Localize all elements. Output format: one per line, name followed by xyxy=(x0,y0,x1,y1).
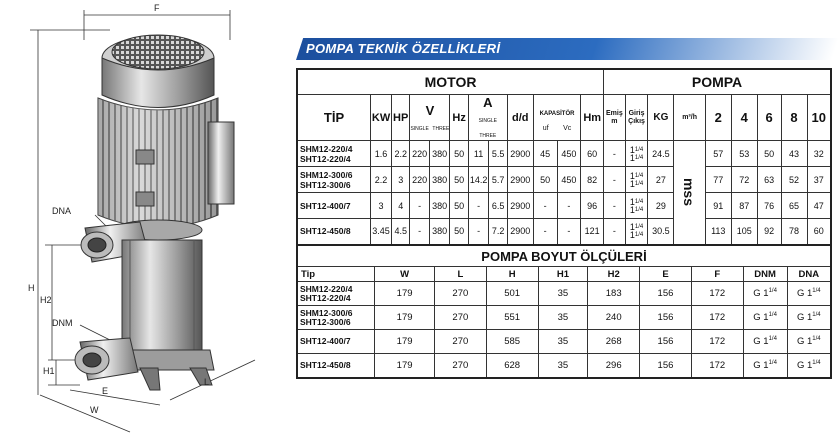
dna-frac: 1/4 xyxy=(812,288,821,294)
kg-cell: 30.5 xyxy=(648,219,674,245)
col-m3h: m³/h xyxy=(674,95,705,141)
dnm-value: G 1 xyxy=(753,312,769,323)
col-dd: d/d xyxy=(507,95,533,141)
cikis-frac: 1/4 xyxy=(634,180,644,187)
hm-cell: 96 xyxy=(581,193,604,219)
dim-l-cell: 270 xyxy=(434,306,486,330)
dd-cell: 2900 xyxy=(507,193,533,219)
dimensions-title: POMPA BOYUT ÖLÇÜLERİ xyxy=(297,245,831,267)
tip-secondary: SHT12-300/6 xyxy=(300,179,351,190)
giris-cell xyxy=(625,219,648,245)
dna-frac: 1/4 xyxy=(812,336,821,342)
q2-cell: 57 xyxy=(705,141,731,167)
q10-cell: 37 xyxy=(807,167,831,193)
dna-frac: 1/4 xyxy=(812,312,821,318)
dim-w-cell: 179 xyxy=(375,282,435,306)
mss-label: mss xyxy=(681,178,698,207)
dim-tip-cell xyxy=(297,330,375,354)
hm-cell: 121 xyxy=(581,219,604,245)
q8-cell: 78 xyxy=(781,219,807,245)
a-single-cell: - xyxy=(468,219,489,245)
col-kap-uf: uf xyxy=(542,124,549,132)
cikis-frac: 1/4 xyxy=(634,206,644,213)
dnm-frac: 1/4 xyxy=(768,336,777,342)
q8-cell: 52 xyxy=(781,167,807,193)
dim-row xyxy=(297,306,831,330)
col-q6: 6 xyxy=(757,95,781,141)
cikis-whole: 1 xyxy=(629,178,635,189)
col-kap-vc: Vc xyxy=(563,124,572,132)
spec-banner xyxy=(296,38,832,60)
dim-col-h: H xyxy=(486,267,538,282)
giris-cell xyxy=(625,141,648,167)
dim-row xyxy=(297,282,831,306)
dim-dnm-cell xyxy=(743,282,787,306)
dim-w-cell: 179 xyxy=(375,306,435,330)
dim-label-f: F xyxy=(154,3,160,13)
dim-label-h: H xyxy=(28,283,35,293)
hp-cell: 3 xyxy=(392,167,410,193)
col-kw: KW xyxy=(371,95,392,141)
col-v-three: THREE xyxy=(432,125,450,132)
dim-dnm-cell xyxy=(743,306,787,330)
dim-label-dnm: DNM xyxy=(52,318,73,328)
dim-f-cell: 172 xyxy=(691,306,743,330)
motor-group-header: MOTOR xyxy=(297,69,604,95)
uf-cell: 45 xyxy=(533,141,557,167)
v-single-cell: - xyxy=(410,219,429,245)
tip-cell xyxy=(297,193,371,219)
dim-dnm-cell xyxy=(743,354,787,378)
kw-cell: 3 xyxy=(371,193,392,219)
dim-col-dna: DNA xyxy=(787,267,831,282)
uf-cell: - xyxy=(533,219,557,245)
kw-cell: 2.2 xyxy=(371,167,392,193)
v-single-cell: 220 xyxy=(410,167,429,193)
dim-tip-primary: SHM12-300/6 xyxy=(300,307,353,318)
banner-title: POMPA TEKNİK ÖZELLİKLERİ xyxy=(306,41,501,56)
cikis-whole: 1 xyxy=(629,204,635,215)
a-single-cell: - xyxy=(468,193,489,219)
pompa-group-header: POMPA xyxy=(604,69,831,95)
a-three-cell: 5.7 xyxy=(489,167,507,193)
dim-h1-cell: 35 xyxy=(538,282,588,306)
tip-secondary: SHT12-220/4 xyxy=(300,153,351,164)
col-a-single: SINGLE xyxy=(478,118,497,124)
tip-primary: SHT12-450/8 xyxy=(300,226,351,237)
v-single-cell: - xyxy=(410,193,429,219)
dim-l-cell: 270 xyxy=(434,330,486,354)
hz-cell: 50 xyxy=(450,141,468,167)
giris-frac: 1/4 xyxy=(634,146,644,153)
uf-cell: 50 xyxy=(533,167,557,193)
q8-cell: 65 xyxy=(781,193,807,219)
tech-row xyxy=(297,141,831,167)
mss-cell xyxy=(674,141,705,245)
giris-whole: 1 xyxy=(629,170,635,181)
dim-l-cell: 270 xyxy=(434,282,486,306)
hm-cell: 82 xyxy=(581,167,604,193)
dim-e-cell: 156 xyxy=(640,306,692,330)
dnm-value: G 1 xyxy=(753,336,769,347)
col-a-label: A xyxy=(483,95,493,110)
q4-cell: 87 xyxy=(731,193,757,219)
dna-value: G 1 xyxy=(796,312,813,323)
col-v-label: V xyxy=(425,102,435,118)
dim-tip-primary: SHT12-450/8 xyxy=(300,359,351,370)
q6-cell: 50 xyxy=(757,141,781,167)
tech-row xyxy=(297,219,831,245)
q10-cell: 32 xyxy=(807,141,831,167)
v-three-cell: 380 xyxy=(429,219,450,245)
dim-col-l: L xyxy=(434,267,486,282)
a-three-cell: 6.5 xyxy=(489,193,507,219)
q10-cell: 60 xyxy=(807,219,831,245)
col-v-single: SINGLE xyxy=(410,125,429,132)
dim-dna-cell xyxy=(787,330,831,354)
col-hz: Hz xyxy=(450,95,468,141)
vc-cell: 450 xyxy=(557,141,581,167)
dim-dnm-cell xyxy=(743,330,787,354)
tip-cell xyxy=(297,167,371,193)
cikis-frac: 1/4 xyxy=(634,232,644,239)
col-q8: 8 xyxy=(781,95,807,141)
dim-dna-cell xyxy=(787,282,831,306)
col-hm: Hm xyxy=(581,95,604,141)
a-single-cell: 14.2 xyxy=(468,167,489,193)
dim-label-e: E xyxy=(102,386,109,396)
q10-cell: 47 xyxy=(807,193,831,219)
dim-e-cell: 156 xyxy=(640,282,692,306)
tip-primary: SHM12-220/4 xyxy=(300,143,353,154)
col-emis: Emiş m xyxy=(604,95,626,141)
a-three-cell: 7.2 xyxy=(489,219,507,245)
col-kg: KG xyxy=(648,95,674,141)
emis-cell: - xyxy=(604,167,626,193)
col-q10: 10 xyxy=(807,95,831,141)
dna-value: G 1 xyxy=(796,336,813,347)
dim-f-cell: 172 xyxy=(691,330,743,354)
dim-tip-cell xyxy=(297,354,375,378)
dim-h2-cell: 183 xyxy=(588,282,640,306)
q4-cell: 53 xyxy=(731,141,757,167)
col-q4: 4 xyxy=(731,95,757,141)
dim-col-e: E xyxy=(640,267,692,282)
dim-w-cell: 179 xyxy=(375,354,435,378)
giris-whole: 1 xyxy=(629,196,635,207)
v-three-cell: 380 xyxy=(429,141,450,167)
emis-cell: - xyxy=(604,219,626,245)
dna-value: G 1 xyxy=(796,359,813,371)
tech-row xyxy=(297,167,831,193)
kw-cell: 1.6 xyxy=(371,141,392,167)
dim-h2-cell: 268 xyxy=(588,330,640,354)
dnm-frac: 1/4 xyxy=(768,288,777,294)
cikis-whole: 1 xyxy=(629,230,635,241)
dim-tip-primary: SHT12-400/7 xyxy=(300,336,351,346)
tech-row xyxy=(297,193,831,219)
hz-cell: 50 xyxy=(450,167,468,193)
q6-cell: 76 xyxy=(757,193,781,219)
dim-label-l: L xyxy=(204,377,210,387)
dim-e-cell: 156 xyxy=(640,330,692,354)
kg-cell: 29 xyxy=(648,193,674,219)
q2-cell: 113 xyxy=(705,219,731,245)
cikis-frac: 1/4 xyxy=(634,154,644,161)
dim-dna-cell xyxy=(787,306,831,330)
col-v xyxy=(410,95,450,141)
col-hp: HP xyxy=(392,95,410,141)
a-three-cell: 5.5 xyxy=(489,141,507,167)
q6-cell: 63 xyxy=(757,167,781,193)
hz-cell: 50 xyxy=(450,219,468,245)
emis-cell: - xyxy=(604,141,626,167)
dnm-frac: 1/4 xyxy=(768,312,777,318)
dim-label-w: W xyxy=(90,405,99,415)
dim-label-h1: H1 xyxy=(43,366,55,376)
dim-col-tip: Tip xyxy=(297,267,375,282)
q4-cell: 72 xyxy=(731,167,757,193)
v-single-cell: 220 xyxy=(410,141,429,167)
dim-col-w: W xyxy=(375,267,435,282)
giris-frac: 1/4 xyxy=(634,172,644,179)
dd-cell: 2900 xyxy=(507,167,533,193)
tip-primary: SHT12-400/7 xyxy=(300,200,351,211)
tip-primary: SHM12-300/6 xyxy=(300,169,353,180)
dim-label-h2: H2 xyxy=(40,295,52,305)
dim-h-cell: 551 xyxy=(486,306,538,330)
col-tip: TİP xyxy=(297,95,371,141)
giris-cell xyxy=(625,193,648,219)
giris-whole: 1 xyxy=(629,222,635,233)
col-kapasitor xyxy=(533,95,581,141)
dim-h-cell: 585 xyxy=(486,330,538,354)
dim-row xyxy=(297,354,831,378)
col-a xyxy=(468,95,507,141)
emis-cell: - xyxy=(604,193,626,219)
v-three-cell: 380 xyxy=(429,193,450,219)
dd-cell: 2900 xyxy=(507,141,533,167)
dnm-value: G 1 xyxy=(753,359,769,371)
cikis-whole: 1 xyxy=(629,152,635,163)
giris-cell xyxy=(625,167,648,193)
q2-cell: 91 xyxy=(705,193,731,219)
col-a-three: THREE xyxy=(479,133,497,139)
tip-cell xyxy=(297,219,371,245)
q4-cell: 105 xyxy=(731,219,757,245)
vc-cell: - xyxy=(557,193,581,219)
vc-cell: 450 xyxy=(557,167,581,193)
dim-h-cell: 628 xyxy=(486,354,538,378)
dim-h2-cell: 240 xyxy=(588,306,640,330)
kw-cell: 3.45 xyxy=(371,219,392,245)
dim-f-cell: 172 xyxy=(691,282,743,306)
tech-spec-table xyxy=(296,68,832,246)
a-single-cell: 11 xyxy=(468,141,489,167)
q6-cell: 92 xyxy=(757,219,781,245)
dim-tip-primary: SHM12-220/4 xyxy=(300,283,353,294)
dim-h2-cell: 296 xyxy=(588,354,640,378)
kg-cell: 24.5 xyxy=(648,141,674,167)
dim-tip-cell xyxy=(297,282,375,306)
dnm-value: G 1 xyxy=(753,288,769,299)
v-three-cell: 380 xyxy=(429,167,450,193)
dim-col-dnm: DNM xyxy=(743,267,787,282)
col-kapasitor-label: KAPASİTÖR xyxy=(539,110,575,117)
dim-col-h1: H1 xyxy=(538,267,588,282)
col-q2: 2 xyxy=(705,95,731,141)
dim-h1-cell: 35 xyxy=(538,330,588,354)
hp-cell: 4.5 xyxy=(392,219,410,245)
dim-row xyxy=(297,330,831,354)
hp-cell: 4 xyxy=(392,193,410,219)
dim-h-cell: 501 xyxy=(486,282,538,306)
hp-cell: 2.2 xyxy=(392,141,410,167)
dim-dna-cell xyxy=(787,354,831,378)
kg-cell: 27 xyxy=(648,167,674,193)
giris-frac: 1/4 xyxy=(634,224,644,231)
q8-cell: 43 xyxy=(781,141,807,167)
dim-col-f: F xyxy=(691,267,743,282)
dnm-frac: 1/4 xyxy=(768,359,777,366)
hm-cell: 60 xyxy=(581,141,604,167)
tip-cell xyxy=(297,141,371,167)
uf-cell: - xyxy=(533,193,557,219)
vc-cell: - xyxy=(557,219,581,245)
dim-tip-secondary: SHT12-300/6 xyxy=(300,316,351,327)
dim-col-h2: H2 xyxy=(588,267,640,282)
giris-whole: 1 xyxy=(629,144,635,155)
dim-e-cell: 156 xyxy=(640,354,692,378)
dim-tip-secondary: SHT12-220/4 xyxy=(300,292,351,303)
dim-h1-cell: 35 xyxy=(538,306,588,330)
q2-cell: 77 xyxy=(705,167,731,193)
dim-w-cell: 179 xyxy=(375,330,435,354)
dna-value: G 1 xyxy=(796,288,813,299)
hz-cell: 50 xyxy=(450,193,468,219)
dim-h1-cell: 35 xyxy=(538,354,588,378)
dim-f-cell: 172 xyxy=(691,354,743,378)
col-giris: Giriş Çıkış xyxy=(625,95,648,141)
dd-cell: 2900 xyxy=(507,219,533,245)
dim-tip-cell xyxy=(297,306,375,330)
dimensions-table xyxy=(296,244,832,379)
giris-frac: 1/4 xyxy=(634,198,644,205)
pump-drawing xyxy=(0,0,290,438)
dna-frac: 1/4 xyxy=(812,359,821,366)
dim-label-dna: DNA xyxy=(52,206,72,216)
dim-l-cell: 270 xyxy=(434,354,486,378)
